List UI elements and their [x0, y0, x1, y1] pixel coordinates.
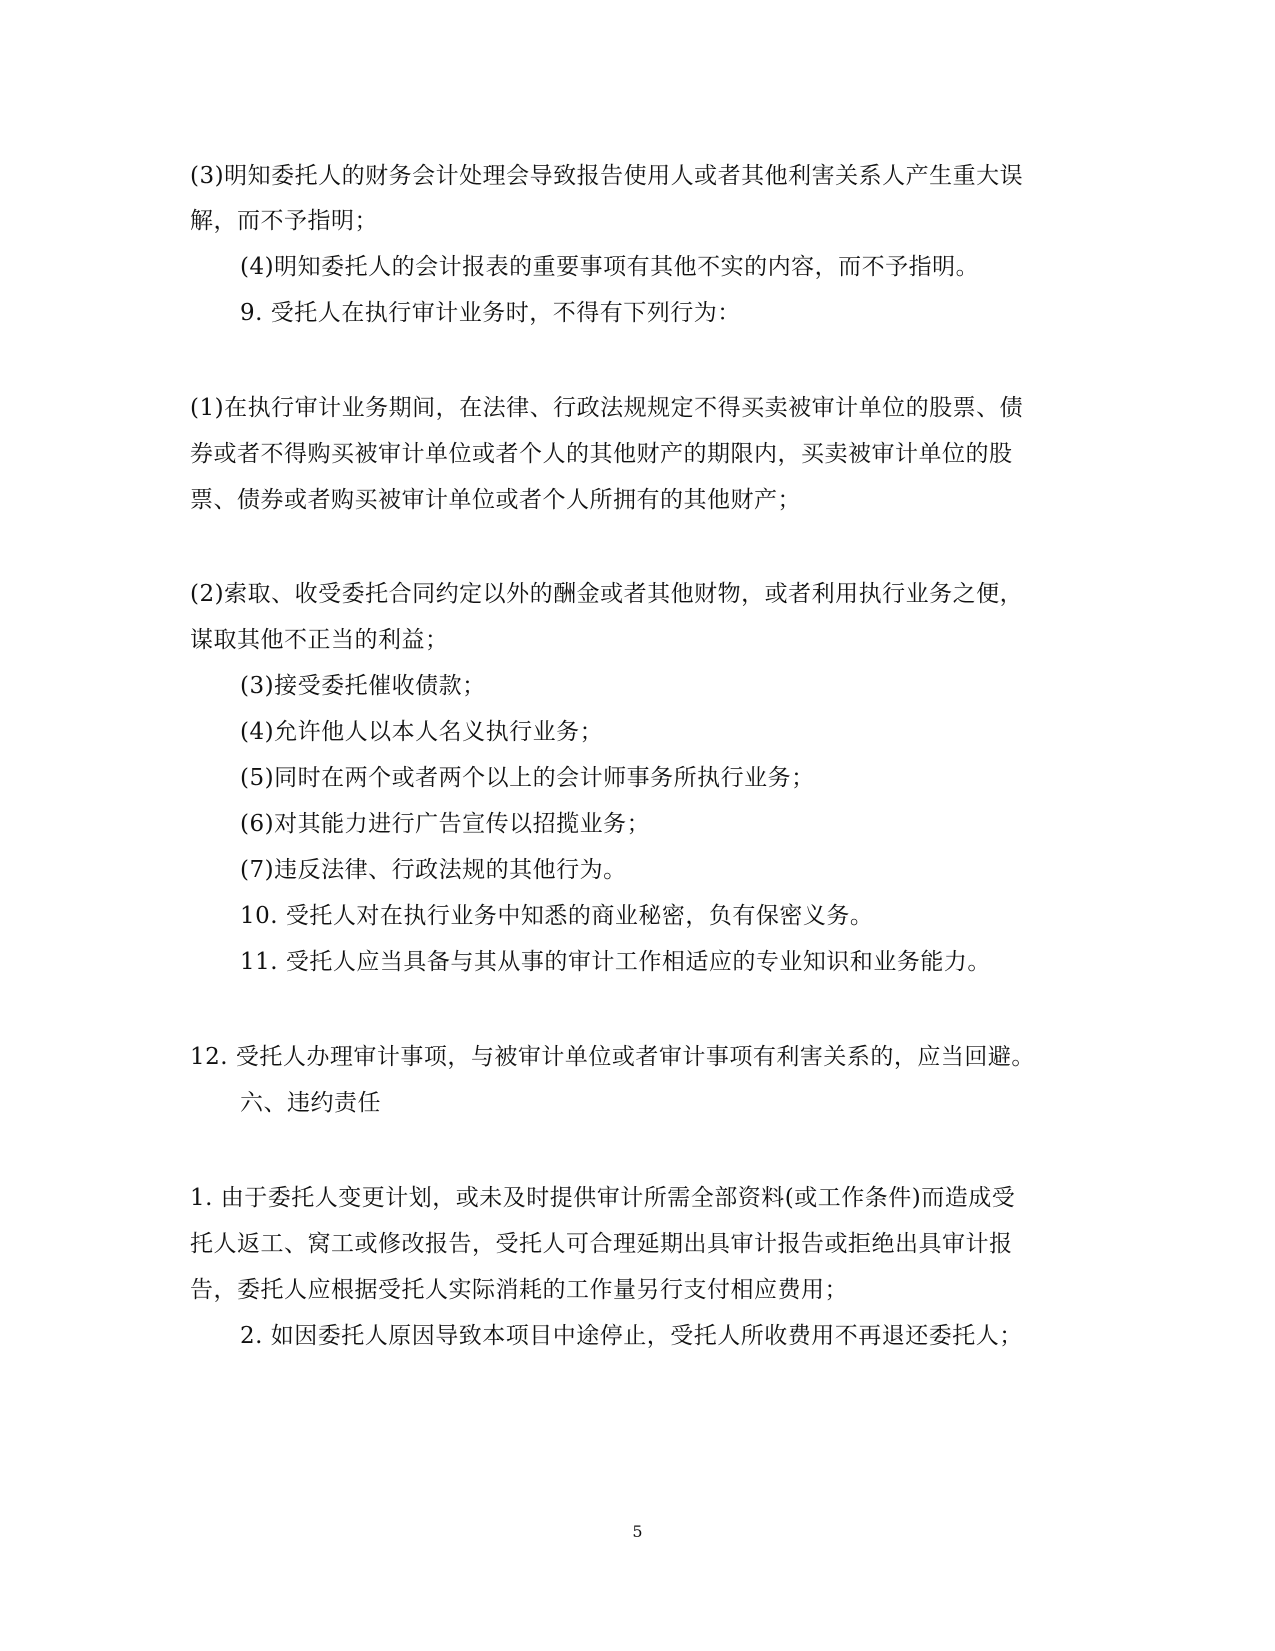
clause-9-1-line-3: 票、债券或者购买被审计单位或者个人所拥有的其他财产； — [190, 487, 801, 513]
clause-9-2-line-2: 谋取其他不正当的利益； — [190, 627, 449, 653]
page-number: 5 — [632, 1522, 643, 1541]
clause-8-3-line-1: (3)明知委托人的财务会计处理会导致报告使用人或者其他利害关系人产生重大误 — [190, 163, 1024, 189]
clause-9-4: (4)允许他人以本人名义执行业务； — [240, 719, 604, 745]
clause-12: 12. 受托人办理审计事项，与被审计单位或者审计事项有利害关系的，应当回避。 — [190, 1044, 1035, 1070]
clause-9-heading: 9. 受托人在执行审计业务时，不得有下列行为： — [240, 300, 741, 326]
clause-9-1-line-2: 券或者不得购买被审计单位或者个人的其他财产的期限内，买卖被审计单位的股 — [190, 441, 1013, 467]
breach-clause-1-line-3: 告，委托人应根据受托人实际消耗的工作量另行支付相应费用； — [190, 1277, 848, 1303]
clause-9-2-line-1: (2)索取、收受委托合同约定以外的酬金或者其他财物，或者利用执行业务之便， — [190, 581, 1024, 607]
breach-clause-1-line-1: 1. 由于委托人变更计划，或未及时提供审计所需全部资料(或工作条件)而造成受 — [190, 1185, 1016, 1211]
breach-clause-1-line-2: 托人返工、窝工或修改报告，受托人可合理延期出具审计报告或拒绝出具审计报 — [190, 1231, 1013, 1257]
clause-9-1-line-1: (1)在执行审计业务期间，在法律、行政法规规定不得买卖被审计单位的股票、债 — [190, 395, 1024, 421]
clause-10: 10. 受托人对在执行业务中知悉的商业秘密，负有保密义务。 — [240, 903, 874, 929]
clause-9-6: (6)对其能力进行广告宣传以招揽业务； — [240, 811, 651, 837]
clause-9-3: (3)接受委托催收债款； — [240, 673, 486, 699]
clause-9-5: (5)同时在两个或者两个以上的会计师事务所执行业务； — [240, 765, 815, 791]
clause-8-3-line-2: 解，而不予指明； — [190, 208, 378, 234]
section-6-heading: 六、违约责任 — [240, 1090, 381, 1116]
breach-clause-2: 2. 如因委托人原因导致本项目中途停止，受托人所收费用不再退还委托人； — [240, 1323, 1023, 1349]
clause-8-4: (4)明知委托人的会计报表的重要事项有其他不实的内容，而不予指明。 — [240, 254, 980, 280]
clause-9-7: (7)违反法律、行政法规的其他行为。 — [240, 857, 627, 883]
clause-11: 11. 受托人应当具备与其从事的审计工作相适应的专业知识和业务能力。 — [240, 949, 991, 975]
